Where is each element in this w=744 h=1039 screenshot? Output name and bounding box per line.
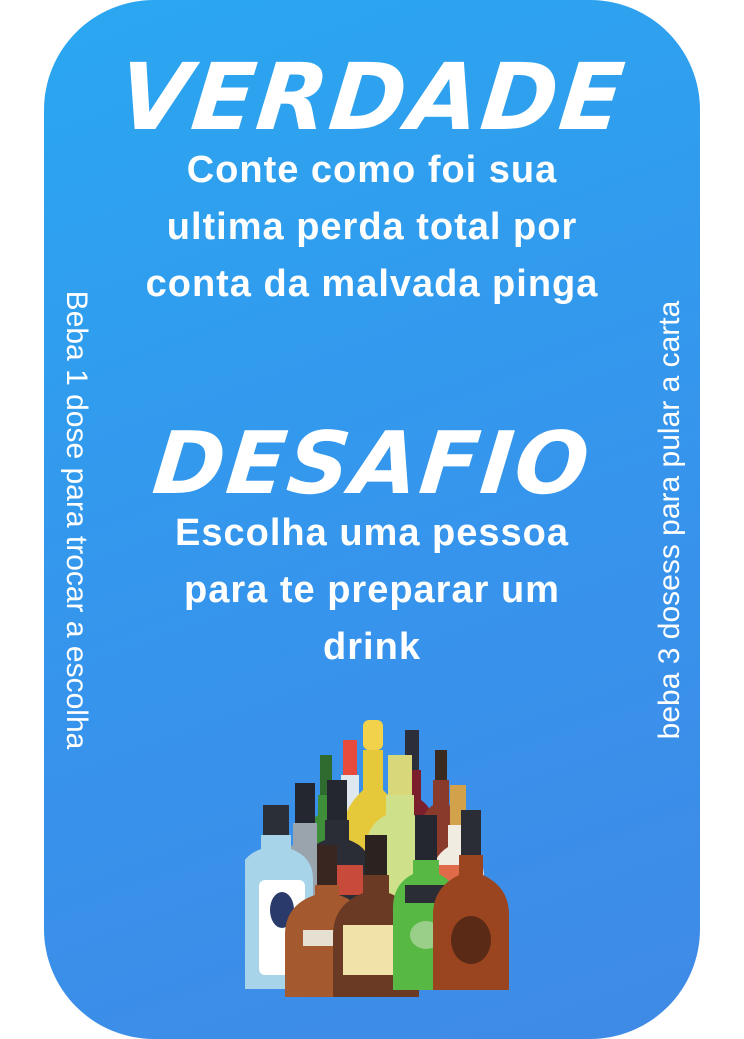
truth-text [0, 142, 744, 313]
truth-line: conta da malvada pinga [145, 263, 599, 305]
truth-line: Conte como foi sua [186, 149, 558, 191]
swap-choice-hint: Beba 1 dose para trocar a escolha [60, 290, 93, 750]
dare-text [0, 505, 744, 676]
liquor-bottles-icon [245, 715, 515, 1000]
truth-title: VERDADE [113, 44, 631, 151]
dare-line: Escolha uma pessoa [175, 512, 569, 554]
dare-title: DESAFIO [148, 414, 596, 514]
dare-line: drink [323, 626, 421, 668]
dare-line: para te preparar um [184, 569, 560, 611]
skip-card-hint: beba 3 dosess para pular a carta [653, 300, 686, 740]
truth-line: ultima perda total por [166, 206, 578, 248]
